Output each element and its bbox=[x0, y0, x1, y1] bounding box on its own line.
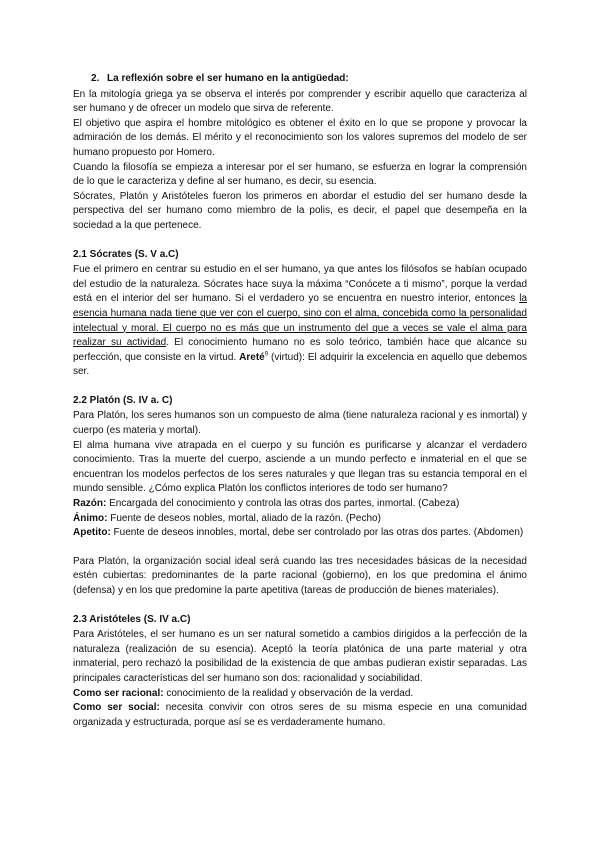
ser-racional bbox=[73, 687, 527, 702]
paragraph: Sócrates, Platón y Aristóteles fueron los primeros en abordar el estudio del ser humano desde la perspectiva del ser humano como miembro de la polis, es decir, el papel que desempeña en la sociedad a la que pertenece. bbox=[73, 190, 527, 231]
paragraph: Para Platón, los seres humanos son un compuesto de alma (tiene naturaleza racional y es inmortal) y cuerpo (es materia y mortal). bbox=[73, 410, 527, 437]
term-label: Ánimo: bbox=[73, 512, 108, 524]
aristoteles-heading: 2.3 Aristóteles (S. IV a.C) bbox=[73, 613, 191, 625]
paragraph: El alma humana vive atrapada en el cuerpo y su función es purificarse y alcanzar el verdadero conocimiento. Tras la muerte del cuerpo, asciende a un mundo perfecto e inmaterial en el que se encuentran los modelos perfectos de los seres naturales y que llegan tras su estancia temporal en el mundo sensible. ¿Cómo explica Platón los conflictos interiores de todo ser humano? bbox=[73, 439, 527, 495]
arete-term: Areté bbox=[239, 351, 265, 363]
term-text: Fuente de deseos innobles, mortal, debe ser controlado por las otras dos partes. (Abdomen) bbox=[110, 527, 524, 539]
term-label: Como ser social: bbox=[73, 702, 160, 714]
document-body bbox=[73, 72, 527, 730]
section-heading bbox=[73, 72, 527, 87]
text-run: (virtud): El adquirir la excelencia en aquello que debemos ser. bbox=[73, 351, 527, 378]
section-number: 2. bbox=[91, 73, 100, 84]
section-title: La reflexión sobre el ser humano en la antigüedad: bbox=[107, 73, 349, 84]
footnote-marker: 9 bbox=[264, 351, 269, 358]
paragraph: En la mitología griega ya se observa el interés por comprender y escribir aquello que caracteriza al ser humano y de ofrecer un modelo que sirva de referente. bbox=[73, 88, 527, 115]
term-text: necesita convivir con otros seres de su misma especie en una comunidad organizada y estructurada, porque así se es verdaderamente humano. bbox=[73, 702, 527, 728]
soul-part-animo bbox=[73, 512, 527, 527]
socrates-paragraph bbox=[73, 263, 527, 380]
paragraph: Cuando la filosofía se empieza a interesar por el ser humano, se esfuerza en lograr la comprensión de lo que le caracteriza y define al ser humano, es decir, su esencia. bbox=[73, 161, 527, 188]
term-text: conocimiento de la realidad y observación de la verdad. bbox=[163, 687, 414, 699]
socrates-heading: 2.1 Sócrates (S. V a.C) bbox=[73, 248, 179, 260]
soul-part-apetito bbox=[73, 526, 527, 541]
term-text: Fuente de deseos nobles, mortal, aliado de la razón. (Pecho) bbox=[107, 512, 381, 524]
platon-heading: 2.2 Platón (S. IV a. C) bbox=[73, 394, 173, 406]
text-run: . El conocimiento humano no es solo teórico, también hace que alcance su perfección, que consiste en la virtud. bbox=[73, 337, 527, 363]
term-label: Como ser racional: bbox=[73, 687, 164, 699]
term-text: Encargada del conocimiento y controla las otras dos partes, inmortal. (Cabeza) bbox=[106, 498, 460, 510]
paragraph: El objetivo que aspira el hombre mitológico es obtener el éxito en lo que se propone y provocar la admiración de los demás. El mérito y el reconocimiento son los valores supremos del modelo de ser humano propuesto por Homero. bbox=[73, 117, 527, 158]
text-run: Fue el primero en centrar su estudio en el ser humano, ya que antes los filósofos se habían ocupado del estudio de la naturaleza. Sócrates hace suya la máxima “Conócete a ti mismo”, porque la verdad está en el interior del ser humano. Si el verdadero yo se encuentra en nuestro interior, entonces bbox=[73, 264, 527, 305]
underlined-text: la esencia humana nada tiene que ver con el cuerpo, sino con el alma, concebida como la personalidad intelectual y moral. El cuerpo no es más que un instrumento del que a veces se vale el alma para realizar su actividad bbox=[73, 293, 527, 349]
term-label: Apetito: bbox=[73, 527, 111, 539]
soul-part-razon bbox=[73, 497, 527, 512]
paragraph: Para Platón, la organización social ideal será cuando las tres necesidades básicas de la necesidad estén cubiertas: predominantes de la parte racional (gobierno), en los que predomina el ánimo (defensa) y en los que predomine la parte apetitiva (tareas de producción de bienes materiales). bbox=[73, 555, 527, 596]
paragraph: Para Aristóteles, el ser humano es un ser natural sometido a cambios dirigidos a la perfección de la naturaleza (realización de su esencia). Aceptó la teoría platónica de una parte material y otra inmaterial, pero rechazó la posibilidad de la existencia de que ambas pudieran existir separadas. Las principales características del ser humano son dos: racionalidad y sociabilidad. bbox=[73, 629, 527, 684]
ser-social bbox=[73, 701, 527, 730]
term-label: Razón: bbox=[73, 498, 107, 510]
